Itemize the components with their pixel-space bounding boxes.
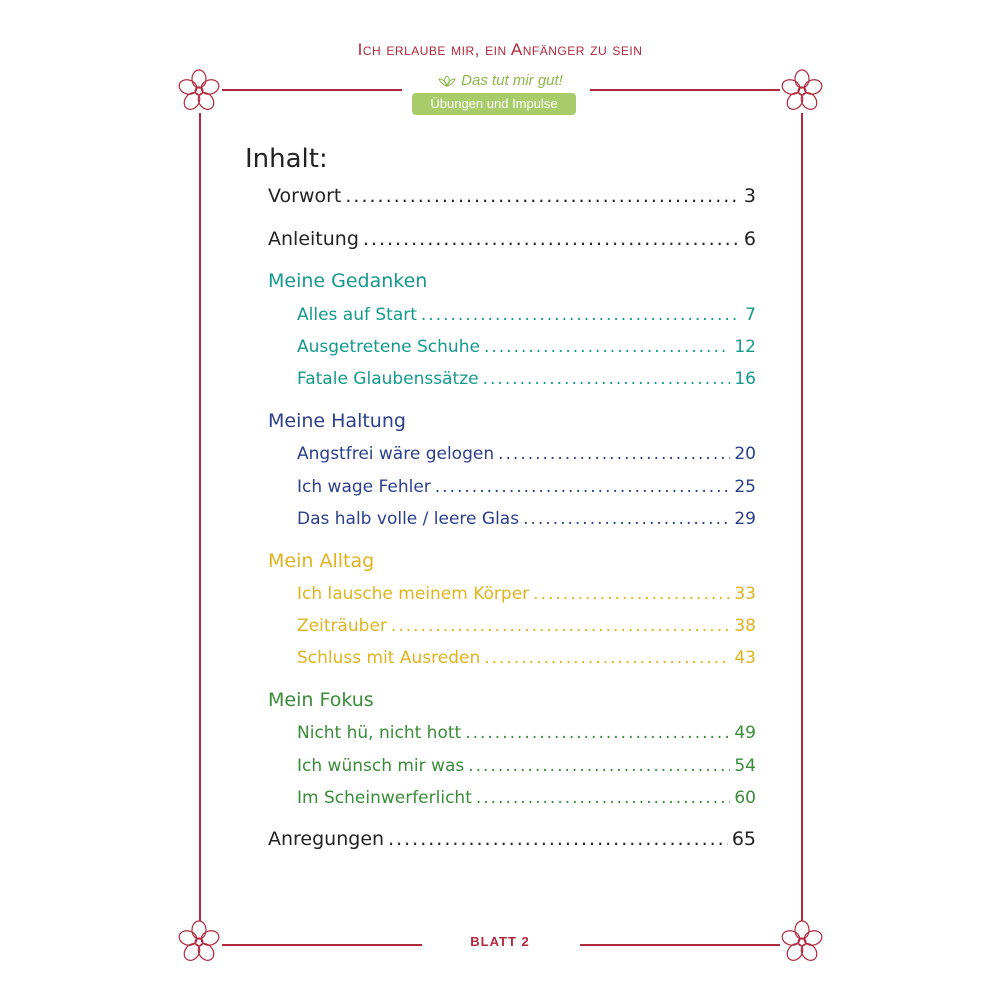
toc-entry-anregungen[interactable] xyxy=(268,828,756,850)
toc-page-number: 7 xyxy=(745,305,756,325)
frame-line-top-left xyxy=(222,89,402,91)
toc-entry[interactable] xyxy=(297,444,756,464)
toc-page-number: 29 xyxy=(734,509,756,529)
toc-entry-label: Schluss mit Ausreden xyxy=(297,648,481,668)
toc-entry-anleitung[interactable] xyxy=(268,228,756,250)
leader-dots xyxy=(388,828,728,850)
toc-entry[interactable] xyxy=(297,788,756,808)
toc-entry-label: Anleitung xyxy=(268,228,359,250)
leader-dots xyxy=(465,723,730,743)
toc-page-number: 65 xyxy=(731,828,756,850)
toc-entry-label: Ich wage Fehler xyxy=(297,477,431,497)
leader-dots xyxy=(435,477,731,497)
frame-line-left xyxy=(199,113,201,921)
leader-dots xyxy=(391,616,730,636)
category-badge: Übungen und Impulse xyxy=(412,93,576,115)
leader-dots xyxy=(483,369,731,389)
toc-entry-label: Ausgetretene Schuhe xyxy=(297,337,480,357)
leader-dots xyxy=(363,228,740,250)
book-title: Ich erlaube mir, ein Anfänger zu sein xyxy=(357,40,643,59)
toc-entry-label: Anregungen xyxy=(268,828,385,850)
toc-page-number: 60 xyxy=(734,788,756,808)
toc-entry[interactable] xyxy=(297,584,756,604)
frame-line-right xyxy=(801,113,803,921)
toc-entry-label: Vorwort xyxy=(268,185,342,207)
toc-entry[interactable] xyxy=(297,369,756,389)
toc-section-title: Mein Fokus xyxy=(268,689,374,711)
toc-entry-label: Alles auf Start xyxy=(297,305,417,325)
leader-dots xyxy=(476,788,730,808)
toc-section-title: Meine Gedanken xyxy=(268,270,428,292)
frame-line-top-right xyxy=(590,89,780,91)
toc-page-number: 25 xyxy=(734,477,756,497)
lotus-icon xyxy=(437,75,457,87)
toc-page-number: 3 xyxy=(743,185,756,207)
toc-page-number: 49 xyxy=(734,723,756,743)
toc-page-number: 33 xyxy=(734,584,756,604)
toc-entry[interactable] xyxy=(297,509,756,529)
book-subtitle xyxy=(0,72,1000,89)
toc-page-number: 38 xyxy=(734,616,756,636)
leader-dots xyxy=(498,444,730,464)
toc-entry-label: Angstfrei wäre gelogen xyxy=(297,444,495,464)
toc-page-number: 43 xyxy=(734,648,756,668)
toc-page-number: 6 xyxy=(743,228,756,250)
toc-entry[interactable] xyxy=(297,477,756,497)
leader-dots xyxy=(468,756,730,776)
toc-entry[interactable] xyxy=(297,337,756,357)
toc-entry-vorwort[interactable] xyxy=(268,185,756,207)
leader-dots xyxy=(345,185,740,207)
toc-entry-label: Ich lausche meinem Körper xyxy=(297,584,530,604)
toc-section-title: Mein Alltag xyxy=(268,550,375,572)
toc-page-number: 54 xyxy=(734,756,756,776)
toc-entry-label: Ich wünsch mir was xyxy=(297,756,465,776)
toc-entry[interactable] xyxy=(297,723,756,743)
toc-page-number: 12 xyxy=(734,337,756,357)
leader-dots xyxy=(484,648,730,668)
toc-section-title: Meine Haltung xyxy=(268,410,406,432)
toc-entry[interactable] xyxy=(297,648,756,668)
toc-entry-label: Nicht hü, nicht hott xyxy=(297,723,462,743)
toc-entry[interactable] xyxy=(297,305,756,325)
subtitle-text: Das tut mir gut! xyxy=(461,72,563,89)
toc-entry[interactable] xyxy=(297,756,756,776)
leader-dots xyxy=(523,509,730,529)
toc-entry-label: Fatale Glaubenssätze xyxy=(297,369,479,389)
leader-dots xyxy=(533,584,730,604)
toc-entry-label: Zeiträuber xyxy=(297,616,387,636)
sheet-label: BLATT 2 xyxy=(470,934,530,949)
toc-entry-label: Das halb volle / leere Glas xyxy=(297,509,520,529)
leader-dots xyxy=(421,305,741,325)
toc-entry[interactable] xyxy=(297,616,756,636)
toc-page-number: 20 xyxy=(734,444,756,464)
toc-entry-label: Im Scheinwerferlicht xyxy=(297,788,472,808)
leader-dots xyxy=(484,337,730,357)
toc-page-number: 16 xyxy=(734,369,756,389)
toc-heading: Inhalt: xyxy=(245,144,328,174)
